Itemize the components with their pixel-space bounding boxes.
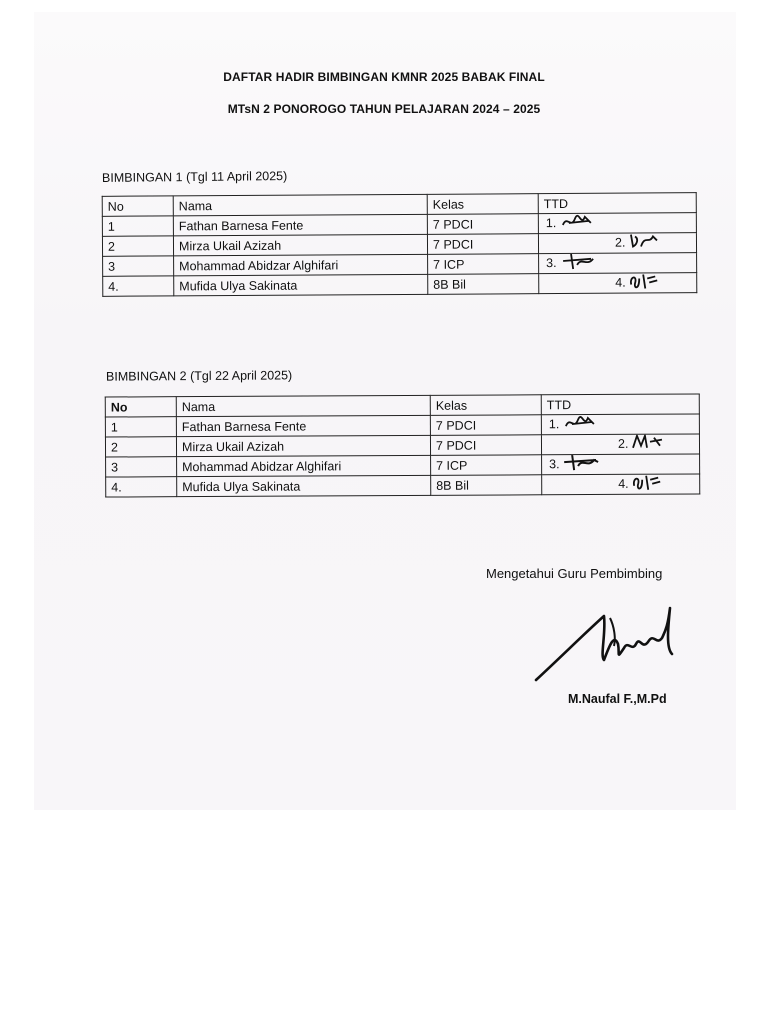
column-header-nama: Nama bbox=[176, 395, 430, 416]
cell-kelas: 7 PDCI bbox=[430, 435, 541, 456]
document-title: DAFTAR HADIR BIMBINGAN KMNR 2025 BABAK FINAL bbox=[223, 70, 545, 84]
cell-nama: Mohammad Abidzar Alghifari bbox=[174, 254, 428, 276]
cell-no: 2 bbox=[102, 236, 173, 256]
cell-no: 1 bbox=[105, 417, 176, 437]
column-header-kelas: Kelas bbox=[427, 194, 538, 215]
session-1-label: BIMBINGAN 1 (Tgl 11 April 2025) bbox=[101, 169, 288, 185]
column-header-no: No bbox=[102, 196, 173, 216]
cell-nama: Mirza Ukail Azizah bbox=[173, 234, 427, 256]
document-subtitle: MTsN 2 PONOROGO TAHUN PELAJARAN 2024 – 2025 bbox=[227, 102, 541, 116]
cell-kelas: 7 PDCI bbox=[430, 415, 541, 436]
cell-nama: Mufida Ulya Sakinata bbox=[177, 475, 431, 496]
attendance-table-1 bbox=[102, 192, 698, 297]
ttd-number: 2. bbox=[614, 235, 626, 250]
cell-kelas: 8B Bil bbox=[431, 475, 542, 496]
ttd-number: 3. bbox=[549, 457, 560, 472]
cell-no: 4. bbox=[103, 276, 174, 296]
cell-nama: Fathan Barnesa Fente bbox=[173, 214, 427, 236]
signature-image bbox=[627, 273, 663, 291]
attendance-table-2 bbox=[105, 393, 701, 497]
cell-no: 4. bbox=[106, 477, 177, 497]
signature-image bbox=[564, 414, 600, 432]
ttd-number: 4. bbox=[615, 275, 626, 290]
cell-ttd bbox=[541, 414, 699, 435]
cell-nama: Fathan Barnesa Fente bbox=[176, 415, 430, 436]
signature-image bbox=[630, 434, 666, 452]
session-2-label: BIMBINGAN 2 (Tgl 22 April 2025) bbox=[105, 368, 293, 384]
cell-ttd bbox=[539, 273, 697, 294]
cell-no: 3 bbox=[103, 256, 174, 276]
table-row bbox=[103, 273, 697, 297]
cell-nama: Mufida Ulya Sakinata bbox=[174, 274, 428, 296]
cell-ttd bbox=[542, 454, 700, 475]
cell-kelas: 7 ICP bbox=[428, 254, 539, 275]
ttd-number: 4. bbox=[618, 476, 629, 491]
cell-kelas: 7 PDCI bbox=[427, 214, 538, 235]
table-row bbox=[106, 474, 700, 497]
cell-kelas: 7 ICP bbox=[431, 455, 542, 476]
acknowledgement-label: Mengetahui Guru Pembimbing bbox=[486, 566, 663, 581]
cell-no: 3 bbox=[106, 457, 177, 477]
ttd-number: 1. bbox=[545, 216, 557, 231]
cell-ttd bbox=[539, 253, 697, 274]
cell-ttd bbox=[538, 233, 696, 254]
cell-ttd bbox=[541, 434, 699, 455]
column-header-ttd: TTD bbox=[541, 394, 699, 415]
cell-kelas: 8B Bil bbox=[428, 274, 539, 295]
cell-ttd bbox=[542, 474, 700, 495]
signature-image bbox=[627, 233, 663, 251]
column-header-no: No bbox=[105, 397, 176, 417]
cell-kelas: 7 PDCI bbox=[427, 234, 538, 255]
cell-ttd bbox=[538, 213, 696, 234]
cell-no: 2 bbox=[105, 437, 176, 457]
cell-nama: Mohammad Abidzar Alghifari bbox=[177, 455, 431, 476]
cell-nama: Mirza Ukail Azizah bbox=[176, 435, 430, 456]
signature-image bbox=[630, 474, 666, 492]
ttd-number: 2. bbox=[617, 436, 629, 451]
ttd-number: 1. bbox=[548, 417, 560, 432]
signature-image bbox=[561, 213, 597, 231]
teacher-signature-image bbox=[534, 604, 680, 686]
signature-image bbox=[564, 454, 600, 472]
column-header-ttd: TTD bbox=[538, 193, 696, 214]
teacher-name: M.Naufal F.,M.Pd bbox=[568, 692, 667, 706]
column-header-nama: Nama bbox=[173, 194, 427, 216]
cell-no: 1 bbox=[102, 216, 173, 236]
ttd-number: 3. bbox=[546, 256, 557, 271]
signature-image bbox=[561, 253, 597, 271]
column-header-kelas: Kelas bbox=[430, 395, 541, 416]
